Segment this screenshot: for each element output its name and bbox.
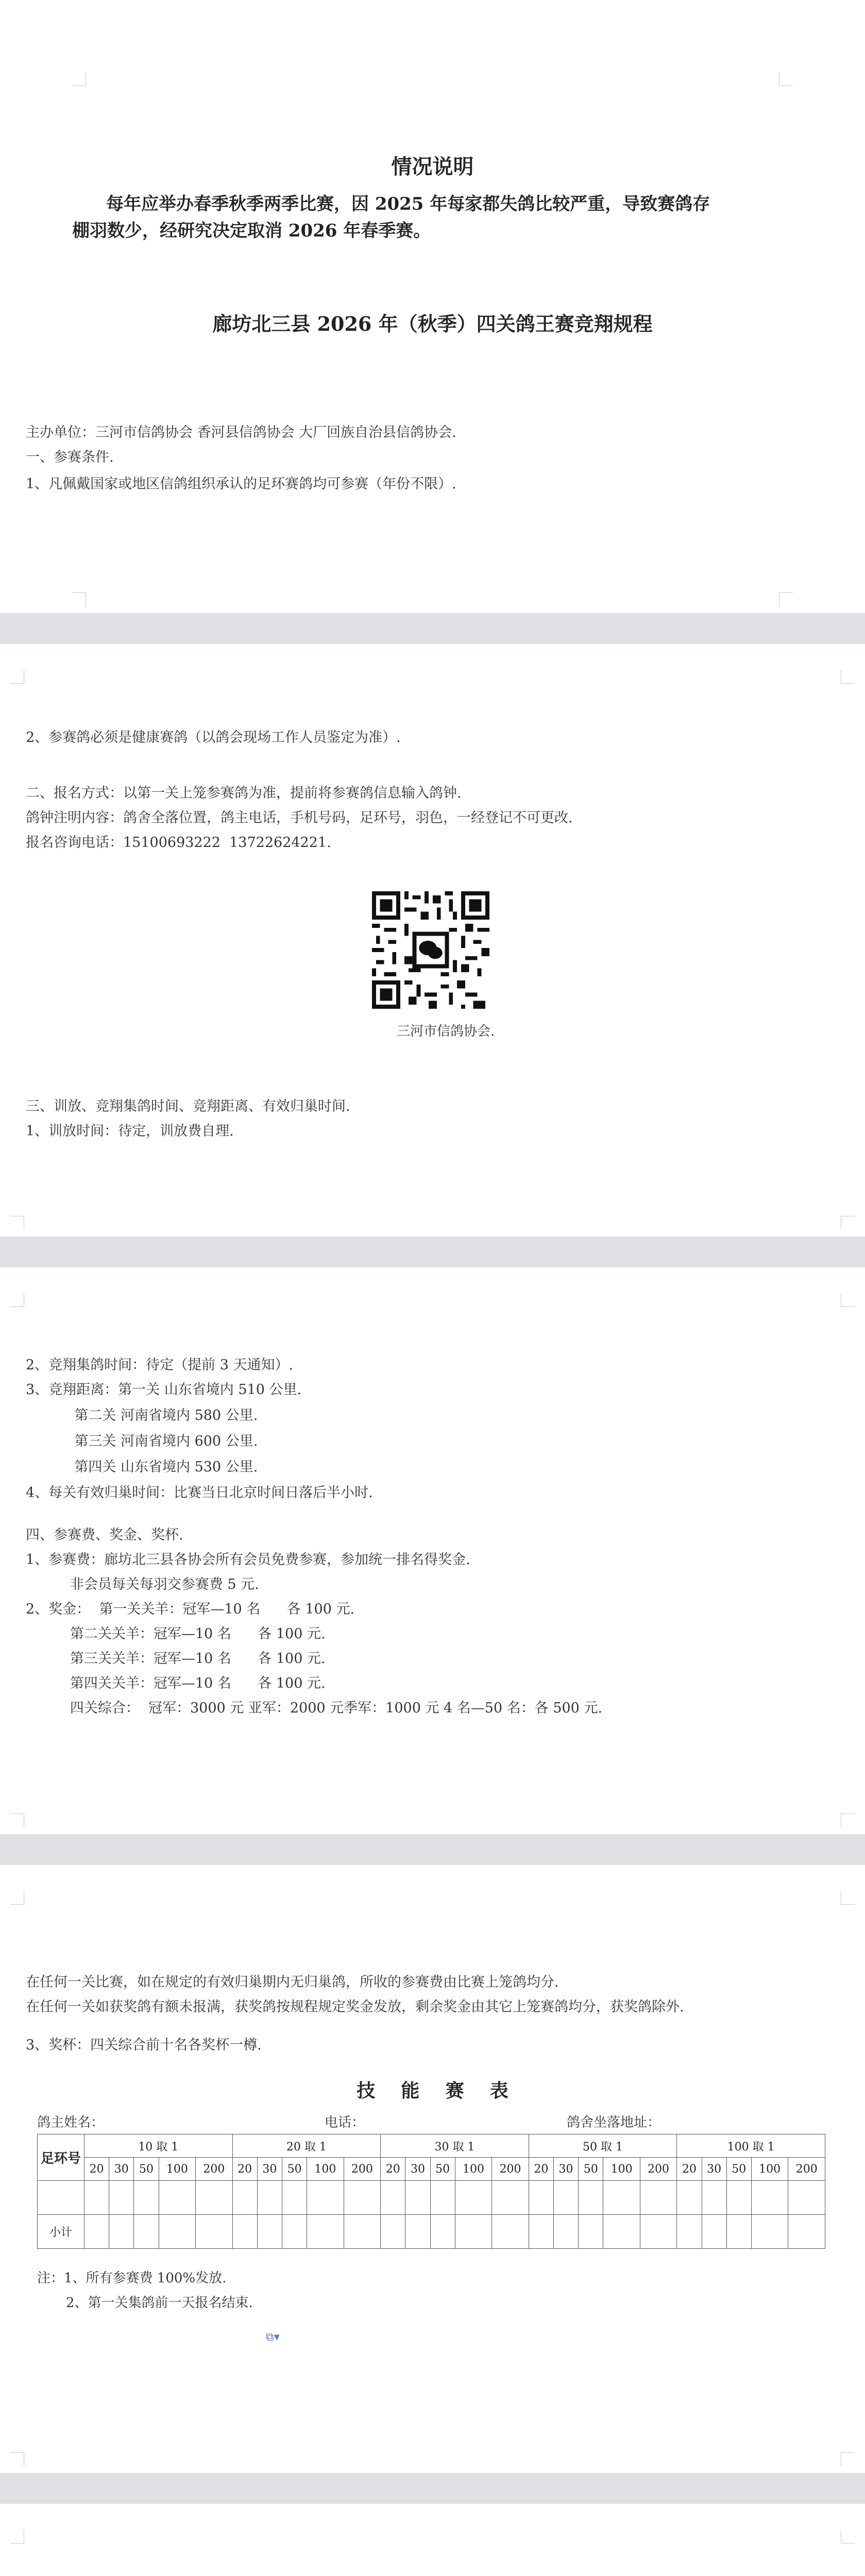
sub-header-cell: 100 — [455, 2158, 491, 2181]
table-cell[interactable] — [232, 2215, 257, 2249]
prize-3: 第三关关羊：冠军—10 名 各 100 元. — [26, 1651, 326, 1667]
section-4-heading: 四、参赛费、奖金、奖杯. — [26, 1527, 183, 1543]
table-cell[interactable] — [553, 2181, 578, 2215]
prize-overall: 四关综合： 冠军：3000 元 亚军：2000 元季军：1000 元 4 名—50 名：各 500 元. — [26, 1700, 603, 1716]
note-1: 注：1、所有参赛费 100%发放. — [37, 2270, 227, 2286]
table-row — [38, 2215, 825, 2249]
table-header-row — [38, 2134, 825, 2158]
table-cell[interactable] — [603, 2215, 640, 2249]
sub-header-cell: 30 — [257, 2158, 282, 2181]
group-20-header: 20 取 1 — [232, 2134, 381, 2158]
no-return-rule: 在任何一关比赛，如在规定的有效归巢期内无归巢鸽，所收的参赛费由比赛上笼鸽均分. — [26, 1974, 559, 1990]
rules-title: 廊坊北三县 2026 年（秋季）四关鸽王赛竞翔规程 — [212, 312, 653, 335]
table-cell[interactable] — [677, 2181, 702, 2215]
page-gap — [0, 1834, 865, 1865]
page-4 — [0, 1865, 865, 2473]
training-time: 1、训放时间：待定，训放费自理. — [26, 1123, 234, 1139]
table-cell[interactable] — [109, 2215, 134, 2249]
sub-header-cell: 200 — [640, 2158, 676, 2181]
group-100-header: 100 取 1 — [677, 2134, 825, 2158]
sub-header-cell: 30 — [553, 2158, 578, 2181]
sub-header-cell: 50 — [282, 2158, 307, 2181]
table-cell[interactable] — [702, 2215, 726, 2249]
table-cell[interactable] — [257, 2215, 282, 2249]
sub-header-cell: 20 — [529, 2158, 553, 2181]
table-cell[interactable] — [257, 2181, 282, 2215]
race-distance-3: 第三关 河南省境内 600 公里. — [26, 1433, 258, 1449]
table-cell[interactable] — [109, 2181, 134, 2215]
race-distance-2: 第二关 河南省境内 580 公里. — [26, 1408, 258, 1423]
prize-2: 第二关关羊：冠军—10 名 各 100 元. — [26, 1626, 326, 1642]
page-gap — [0, 1236, 865, 1267]
phone-label: 电话： — [325, 2115, 365, 2130]
table-cell[interactable] — [430, 2215, 455, 2249]
ring-number-header: 足环号 — [38, 2134, 84, 2181]
page-5 — [0, 2504, 865, 2576]
table-cell[interactable] — [159, 2215, 195, 2249]
signup-phone: 报名咨询电话：15100693222 13722624221. — [26, 835, 331, 851]
table-cell[interactable] — [232, 2181, 257, 2215]
table-cell[interactable] — [282, 2181, 307, 2215]
table-cell[interactable] — [455, 2181, 491, 2215]
table-cell[interactable] — [84, 2181, 109, 2215]
table-cell[interactable] — [640, 2215, 676, 2249]
table-cell[interactable] — [751, 2215, 788, 2249]
table-cell[interactable] — [702, 2181, 726, 2215]
table-cell[interactable] — [603, 2181, 640, 2215]
notice-title: 情况说明 — [391, 155, 474, 179]
sub-header-cell: 50 — [579, 2158, 603, 2181]
table-cell[interactable] — [134, 2181, 159, 2215]
table-cell[interactable] — [196, 2181, 232, 2215]
notice-para-line-2: 棚羽数少，经研究决定取消 2026 年春季赛。 — [72, 221, 431, 241]
table-cell[interactable] — [405, 2215, 430, 2249]
table-cell[interactable] — [677, 2215, 702, 2249]
entry-fee: 1、参赛费：廊坊北三县各协会所有会员免费参赛，参加统一排名得奖金. — [26, 1552, 470, 1568]
page-gap — [0, 613, 865, 644]
section-1-heading: 一、参赛条件. — [26, 449, 114, 465]
sub-header-cell: 200 — [196, 2158, 232, 2181]
group-10-header: 10 取 1 — [84, 2134, 233, 2158]
table-row — [38, 2181, 825, 2215]
sub-header-cell: 200 — [344, 2158, 380, 2181]
table-cell[interactable] — [492, 2215, 529, 2249]
table-cell[interactable] — [788, 2215, 825, 2249]
race-distance: 3、竞翔距离：第一关 山东省境内 510 公里. — [26, 1382, 302, 1398]
sub-header-cell: 100 — [751, 2158, 788, 2181]
signup-method: 二、报名方式：以第一关上笼参赛鸽为准，提前将参赛鸽信息输入鸽钟. — [26, 785, 462, 801]
page-gap — [0, 2473, 865, 2504]
group-30-header: 30 取 1 — [381, 2134, 529, 2158]
gather-time: 2、竞翔集鸽时间：待定（提前 3 天通知）. — [26, 1357, 294, 1373]
table-cell[interactable] — [492, 2181, 529, 2215]
score-table-title: 技 能 赛 表 — [357, 2080, 508, 2102]
owner-name-label: 鸽主姓名： — [37, 2115, 105, 2130]
sub-header-cell: 20 — [381, 2158, 405, 2181]
sub-header-cell: 20 — [232, 2158, 257, 2181]
table-cell[interactable] — [307, 2181, 344, 2215]
sub-header-cell: 30 — [405, 2158, 430, 2181]
table-cell[interactable] — [344, 2181, 380, 2215]
sub-header-cell: 100 — [159, 2158, 195, 2181]
table-cell[interactable] — [196, 2215, 232, 2249]
unclaimed-prize-rule: 在任何一关如获奖鸽有额未报满，获奖鸽按规程规定奖金发放，剩余奖金由其它上笼赛鸽均分，获奖鸽除外. — [26, 1999, 684, 2015]
ring-number-cell — [38, 2181, 84, 2215]
group-50-header: 50 取 1 — [529, 2134, 677, 2158]
subtotal-label: 小计 — [38, 2215, 84, 2249]
table-cell[interactable] — [640, 2181, 676, 2215]
table-cell[interactable] — [381, 2181, 405, 2215]
rule-item-2: 2、参赛鸽必须是健康赛鸽（以鸽会现场工作人员鉴定为准）. — [26, 730, 401, 745]
qr-code-image — [372, 891, 489, 1009]
loft-address-label: 鸽舍坐落地址： — [567, 2115, 661, 2130]
table-cell[interactable] — [405, 2181, 430, 2215]
prize-4: 第四关关羊：冠军—10 名 各 100 元. — [26, 1675, 326, 1691]
sub-header-cell: 20 — [84, 2158, 109, 2181]
sub-header-cell: 30 — [702, 2158, 726, 2181]
page-3 — [0, 1267, 865, 1834]
section-3-heading: 三、训放、竞翔集鸽时间、竞翔距离、有效归巢时间. — [26, 1098, 350, 1114]
notice-para-line-1: 每年应举办春季秋季两季比赛，因 2025 年每家都失鸽比较严重，导致赛鸽存 — [106, 194, 710, 214]
sub-header-cell: 50 — [726, 2158, 751, 2181]
trophy-rule: 3、奖杯：四关综合前十名各奖杯一樽. — [26, 2037, 262, 2053]
table-cell[interactable] — [430, 2181, 455, 2215]
table-subheader-row — [38, 2158, 825, 2181]
table-cell[interactable] — [726, 2215, 751, 2249]
sub-header-cell: 50 — [430, 2158, 455, 2181]
valid-return-time: 4、每关有效归巢时间：比赛当日北京时间日落后半小时. — [26, 1485, 373, 1501]
table-cell[interactable] — [529, 2181, 553, 2215]
sub-header-cell: 30 — [109, 2158, 134, 2181]
sub-header-cell: 100 — [603, 2158, 640, 2181]
table-cell[interactable] — [726, 2181, 751, 2215]
paste-options-icon[interactable]: ⧉▾ — [266, 2331, 280, 2344]
table-cell[interactable] — [159, 2181, 195, 2215]
organizer-line: 主办单位：三河市信鸽协会 香河县信鸽协会 大厂回族自治县信鸽协会. — [26, 425, 456, 440]
race-distance-4: 第四关 山东省境内 530 公里. — [26, 1459, 258, 1475]
sub-header-cell: 200 — [492, 2158, 529, 2181]
table-cell[interactable] — [344, 2215, 380, 2249]
table-cell[interactable] — [788, 2181, 825, 2215]
sub-header-cell: 20 — [677, 2158, 702, 2181]
table-cell[interactable] — [455, 2215, 491, 2249]
table-cell[interactable] — [282, 2215, 307, 2249]
table-cell[interactable] — [751, 2181, 788, 2215]
table-cell[interactable] — [579, 2215, 603, 2249]
sub-header-cell: 200 — [788, 2158, 825, 2181]
rule-item-1: 1、凡佩戴国家或地区信鸽组织承认的足环赛鸽均可参赛（年份不限）. — [26, 476, 456, 492]
score-table — [37, 2134, 825, 2249]
page-2 — [0, 644, 865, 1236]
sub-header-cell: 50 — [134, 2158, 159, 2181]
signup-content: 鸽钟注明内容：鸽舍全落位置，鸽主电话，手机号码，足环号，羽色，一经登记不可更改. — [26, 810, 573, 826]
table-cell[interactable] — [134, 2215, 159, 2249]
table-cell[interactable] — [553, 2215, 578, 2249]
page-1 — [0, 0, 865, 613]
table-cell[interactable] — [84, 2215, 109, 2249]
sub-header-cell: 100 — [307, 2158, 344, 2181]
qr-caption: 三河市信鸽协会. — [397, 1024, 495, 1039]
table-cell[interactable] — [579, 2181, 603, 2215]
table-cell[interactable] — [307, 2215, 344, 2249]
table-cell[interactable] — [529, 2215, 553, 2249]
table-cell[interactable] — [381, 2215, 405, 2249]
entry-fee-nonmember: 非会员每关每羽交参赛费 5 元. — [26, 1577, 259, 1592]
note-2: 2、第一关集鸽前一天报名结束. — [66, 2295, 253, 2311]
prize-1: 2、奖金： 第一关关羊：冠军—10 名 各 100 元. — [26, 1601, 355, 1617]
